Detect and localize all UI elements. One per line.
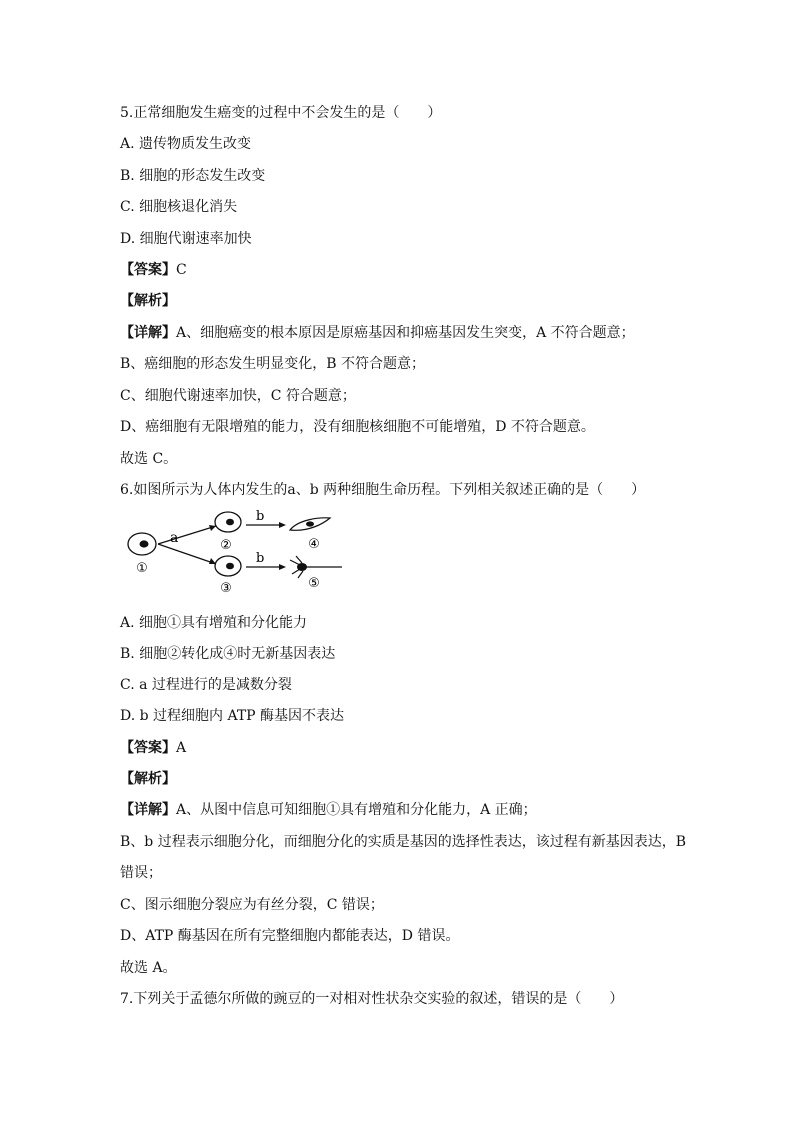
q6-detail-1-text: A、从图中信息可知细胞①具有增殖和分化能力，A 正确； — [176, 802, 537, 818]
cell-process-figure — [118, 508, 358, 596]
q6-option-c: C. a 过程进行的是减数分裂 — [120, 677, 292, 693]
question-6-stem: 6.如图所示为人体内发生的a、b 两种细胞生命历程。下列相关叙述正确的是（ ） — [120, 482, 646, 498]
q5-answer-label: 【答案】 — [120, 262, 176, 278]
arrow-a-label: a — [170, 530, 179, 546]
question-5-stem: 5.正常细胞发生癌变的过程中不会发生的是（ ） — [120, 105, 442, 121]
cell-5-label: ⑤ — [308, 576, 320, 591]
cell-2-nucleus — [226, 519, 234, 526]
q6-option-a: A. 细胞①具有增殖和分化能力 — [120, 615, 308, 631]
q5-answer — [120, 261, 187, 279]
q6-answer-label: 【答案】 — [120, 740, 176, 756]
q5-detail-4: D、癌细胞有无限增殖的能力，没有细胞核细胞不可能增殖，D 不符合题意。 — [120, 419, 595, 435]
q6-option-d: D. b 过程细胞内 ATP 酶基因不表达 — [120, 708, 345, 724]
q6-detail-label: 【详解】 — [120, 802, 176, 818]
q6-option-b: B. 细胞②转化成④时无新基因表达 — [120, 646, 336, 662]
q6-detail-4: D、ATP 酶基因在所有完整细胞内都能表达，D 错误。 — [120, 928, 460, 944]
cell-4-label: ④ — [308, 537, 320, 552]
q5-option-a: A. 遗传物质发生改变 — [120, 136, 252, 152]
q5-conclusion: 故选 C。 — [120, 451, 178, 467]
q6-detail-2-cont: 错误； — [120, 865, 162, 881]
q6-analysis-label: 【解析】 — [120, 771, 176, 787]
q5-answer-value: C — [176, 262, 187, 278]
q5-detail-1 — [120, 324, 635, 342]
q6-detail-2: B、b 过程表示细胞分化，而细胞分化的实质是基因的选择性表达，该过程有新基因表达，B — [120, 834, 686, 850]
q5-option-b: B. 细胞的形态发生改变 — [120, 168, 266, 184]
arrow-b-top-label: b — [256, 509, 265, 524]
q5-option-c: C. 细胞核退化消失 — [120, 199, 238, 215]
cell-2-label: ② — [220, 538, 232, 553]
question-7-stem: 7.下列关于孟德尔所做的豌豆的一对相对性状杂交实验的叙述，错误的是（ ） — [120, 991, 624, 1007]
q5-detail-label: 【详解】 — [120, 325, 176, 341]
q5-detail-1-text: A、细胞癌变的根本原因是原癌基因和抑癌基因发生突变，A 不符合题意； — [176, 325, 635, 341]
q5-detail-3: C、细胞代谢速率加快，C 符合题意； — [120, 388, 356, 404]
q6-conclusion: 故选 A。 — [120, 960, 177, 976]
q6-answer-value: A — [176, 740, 187, 756]
cell-3-label: ③ — [220, 581, 232, 596]
q6-detail-3: C、图示细胞分裂应为有丝分裂，C 错误； — [120, 897, 384, 913]
q5-detail-2: B、癌细胞的形态发生明显变化，B 不符合题意； — [120, 356, 426, 372]
q6-answer — [120, 739, 186, 757]
q5-analysis-label: 【解析】 — [120, 293, 176, 309]
q5-option-d: D. 细胞代谢速率加快 — [120, 231, 252, 247]
arrow-a-down — [158, 544, 216, 564]
cell-3-nucleus — [226, 563, 234, 570]
arrow-a-up — [158, 526, 216, 544]
cell-1-nucleus — [140, 540, 149, 547]
q6-detail-1 — [120, 801, 537, 819]
cell-4-nucleus — [306, 521, 314, 526]
cell-process-diagram — [118, 508, 358, 596]
arrow-b-bottom-label: b — [256, 551, 265, 566]
cell-1-label: ① — [136, 561, 148, 576]
